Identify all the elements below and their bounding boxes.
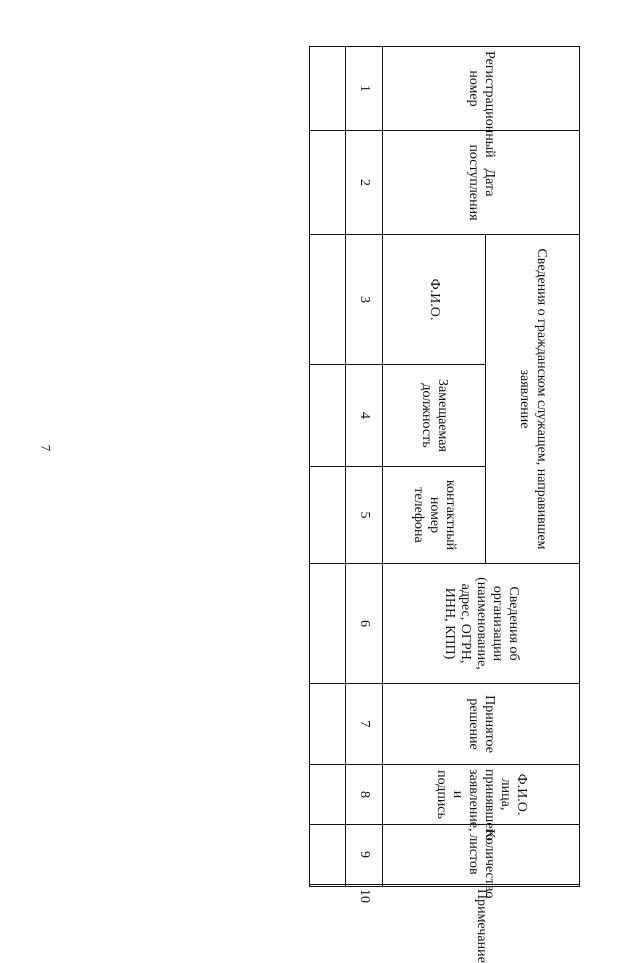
col-num-4: 4 [346, 365, 382, 467]
col-num-10: 10 [346, 885, 382, 887]
blank-cell[interactable] [310, 47, 346, 131]
col-num-9: 9 [346, 825, 382, 885]
col-num-3: 3 [346, 235, 382, 365]
blank-cell[interactable] [310, 684, 346, 765]
journal-table [309, 46, 580, 963]
blank-entry-row [310, 47, 346, 887]
blank-cell[interactable] [310, 467, 346, 564]
header-receipt-date: Дата поступления [382, 131, 579, 235]
header-servant-info: Сведения о гражданском служащем, направившем заявление [485, 235, 579, 564]
header-position: Замещаемая должность [382, 365, 485, 467]
header-sheet-count: Количество листов [382, 825, 579, 885]
header-org-info: Сведения об организации (наименование, адрес, ОГРН, ИНН, КПП) [382, 564, 579, 684]
col-num-1: 1 [346, 47, 382, 131]
page-number: 7 [38, 444, 54, 452]
header-reg-number: Регистрационный номер [382, 47, 579, 131]
header-phone: контактный номер телефона [382, 467, 485, 564]
header-row-1 [485, 47, 579, 887]
blank-cell[interactable] [310, 825, 346, 885]
blank-cell[interactable] [310, 765, 346, 825]
col-num-6: 6 [346, 564, 382, 684]
col-num-2: 2 [346, 131, 382, 235]
col-num-7: 7 [346, 684, 382, 765]
col-num-8: 8 [346, 765, 382, 825]
header-fio: Ф.И.О. [382, 235, 485, 365]
header-receiver: Ф.И.О. лица, принявшего заявление, и подпись [382, 765, 579, 825]
header-note: Примечание [382, 885, 579, 887]
blank-cell[interactable] [310, 885, 346, 887]
blank-cell[interactable] [310, 564, 346, 684]
blank-cell[interactable] [310, 235, 346, 365]
blank-cell[interactable] [310, 131, 346, 235]
col-num-5: 5 [346, 467, 382, 564]
blank-cell[interactable] [310, 365, 346, 467]
column-number-row [346, 47, 382, 887]
header-decision: Принятое решение [382, 684, 579, 765]
